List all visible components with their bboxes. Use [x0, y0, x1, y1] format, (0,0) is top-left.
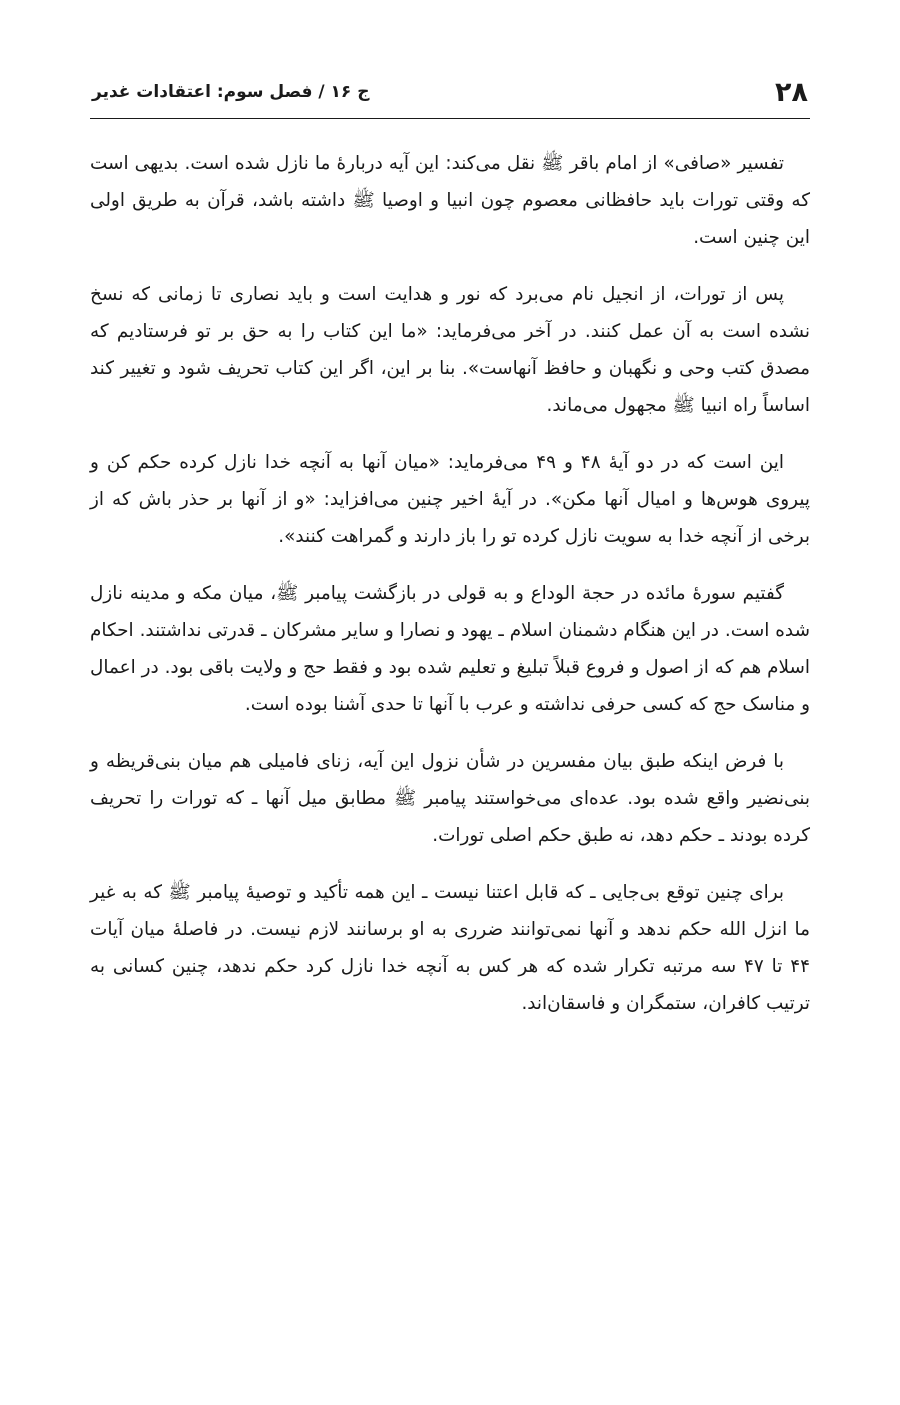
page-header	[90, 72, 810, 112]
page-number: ۲۸	[775, 76, 808, 108]
paragraph-3: این است که در دو آیهٔ ۴۸ و ۴۹ می‌فرماید: «میان آنها به آنچه خدا نازل کرده حکم کن و پیروی هوس‌ها و امیال آنها مکن». در آیهٔ اخیر چنین می‌افزاید: «و از آنها بر حذر باش که از برخی از آنچه خدا به سویت نازل کرده تو را باز دارند و گمراهت کنند».	[90, 452, 810, 547]
running-title: ج ۱۶ / فصل سوم: اعتقادات غدیر	[92, 82, 370, 102]
paragraph-5: با فرض اینکه طبق بیان مفسرین در شأن نزول این آیه، زنای فامیلی هم میان بنی‌قریظه و بنی‌نضیر واقع شده بود. عده‌ای می‌خواستند پیامبر ﷺ مطابق میل آنها ـ که تورات را تحریف کرده بودند ـ حکم دهد، نه طبق حکم اصلی تورات.	[90, 751, 810, 846]
book-page	[90, 0, 810, 1405]
paragraph-6: برای چنین توقع بی‌جایی ـ که قابل اعتنا نیست ـ این همه تأکید و توصیهٔ پیامبر ﷺ که به غیر ما انزل الله حکم ندهد و آنها نمی‌توانند ضرری به او برسانند لازم نیست. در فاصلهٔ میان آیات ۴۴ تا ۴۷ سه مرتبه تکرار شده که هر کس به آنچه خدا نازل کرد حکم ندهد، چنین کسانی به ترتیب کافران، ستمگران و فاسقان‌اند.	[90, 882, 810, 1014]
page-body	[90, 145, 810, 1042]
paragraph-2: پس از تورات، از انجیل نام می‌برد که نور و هدایت است و باید نصاری تا زمانی که نسخ نشده است به آن عمل کنند. در آخر می‌فرماید: «ما این کتاب را به حق بر تو فرستادیم که مصدق کتب وحی و نگهبان و حافظ آنهاست». بنا بر این، اگر این کتاب تحریف شود و تغییر کند اساساً راه انبیا ﷺ مجهول می‌ماند.	[90, 284, 810, 416]
paragraph-4: گفتیم سورهٔ مائده در حجة الوداع و به قولی در بازگشت پیامبر ﷺ، میان مکه و مدینه نازل شده است. در این هنگام دشمنان اسلام ـ یهود و نصارا و سایر مشرکان ـ قدرتی نداشتند. احکام اسلام هم که از اصول و فروع قبلاً تبلیغ و تعلیم شده بود و فقط حج و ولایت باقی بود. در اعمال و مناسک حج که کسی حرفی نداشته و عرب با آنها تا حدی آشنا بوده است.	[90, 583, 810, 715]
header-divider	[90, 118, 810, 119]
paragraph-1: تفسیر «صافی» از امام باقر ﷺ نقل می‌کند: این آیه دربارهٔ ما نازل شده است. بدیهی است که وقتی تورات باید حافظانی معصوم چون انبیا و اوصیا ﷺ داشته باشد، قرآن به طریق اولی این چنین است.	[90, 153, 810, 248]
